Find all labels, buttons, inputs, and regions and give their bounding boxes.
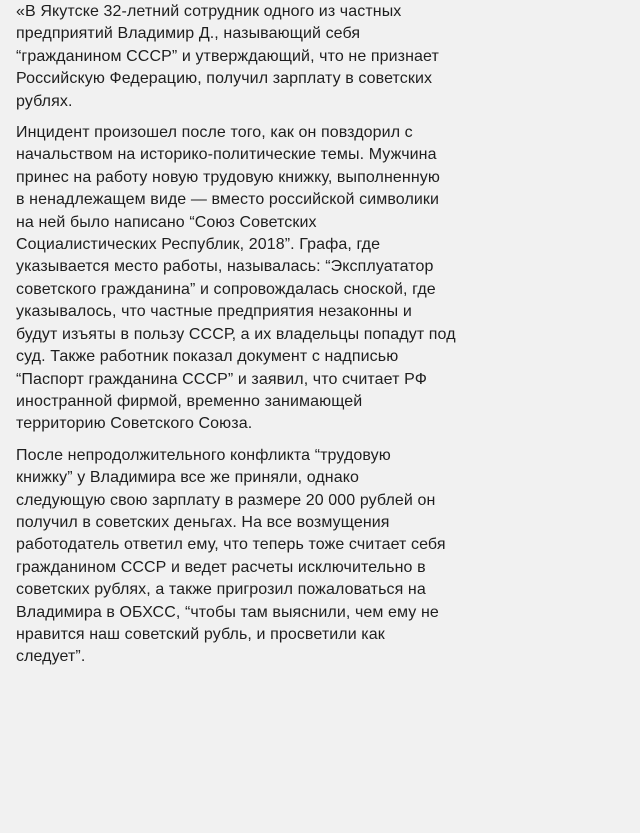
text-line: суд. Также работник показал документ с надписью <box>16 348 399 366</box>
text-line: следующую свою зарплату в размере 20 000 рублей он <box>16 491 436 509</box>
text-line: начальством на историко-политические темы. Мужчина <box>16 146 437 164</box>
text-line: указывалось, что частные предприятия незаконны и <box>16 303 412 321</box>
paragraph-intro <box>16 1 624 113</box>
text-line: нравится наш советский рубль, и просветили как <box>16 625 385 643</box>
text-line: гражданином СССР и ведет расчеты исключительно в <box>16 558 426 576</box>
text-line: Владимира в ОБХСС, “чтобы там выяснили, чем ему не <box>16 603 439 621</box>
text-line: “Паспорт гражданина СССР” и заявил, что считает РФ <box>16 370 427 388</box>
paragraph-outcome <box>16 445 624 669</box>
text-line: советского гражданина” и сопровождалась сноской, где <box>16 280 436 298</box>
text-line: будут изъяты в пользу СССР, а их владельцы попадут под <box>16 325 456 343</box>
text-line: следует”. <box>16 648 86 666</box>
text-line: После непродолжительного конфликта “трудовую <box>16 446 391 464</box>
text-line: работодатель ответил ему, что теперь тоже считает себя <box>16 536 446 554</box>
text-line: указывается место работы, называлась: “Эксплуататор <box>16 258 434 276</box>
text-line: на ней было написано “Союз Советских <box>16 213 317 231</box>
text-line: принес на работу новую трудовую книжку, выполненную <box>16 168 440 186</box>
text-line: «В Якутске 32-летний сотрудник одного из частных <box>16 3 402 20</box>
text-line: получил в советских деньгах. На все возмущения <box>16 513 390 531</box>
text-line: советских рублях, а также пригрозил пожаловаться на <box>16 581 426 599</box>
text-line: территорию Советского Союза. <box>16 415 253 433</box>
text-line: книжку” у Владимира все же приняли, однако <box>16 469 360 487</box>
text-line: Российскую Федерацию, получил зарплату в советских <box>16 70 433 88</box>
text-line: “гражданином СССР” и утверждающий, что не признает <box>16 47 439 65</box>
text-line: иностранной фирмой, временно занимающей <box>16 392 363 410</box>
text-line: в ненадлежащем виде — вместо российской символики <box>16 191 440 209</box>
paragraph-incident <box>16 122 624 436</box>
text-line: рублях. <box>16 92 73 110</box>
text-line: Инцидент произошел после того, как он повздорил с <box>16 124 413 142</box>
text-line: Социалистических Республик, 2018”. Графа, где <box>16 236 381 254</box>
text-line: предприятий Владимир Д., называющий себя <box>16 25 361 43</box>
post-text <box>0 1 640 833</box>
